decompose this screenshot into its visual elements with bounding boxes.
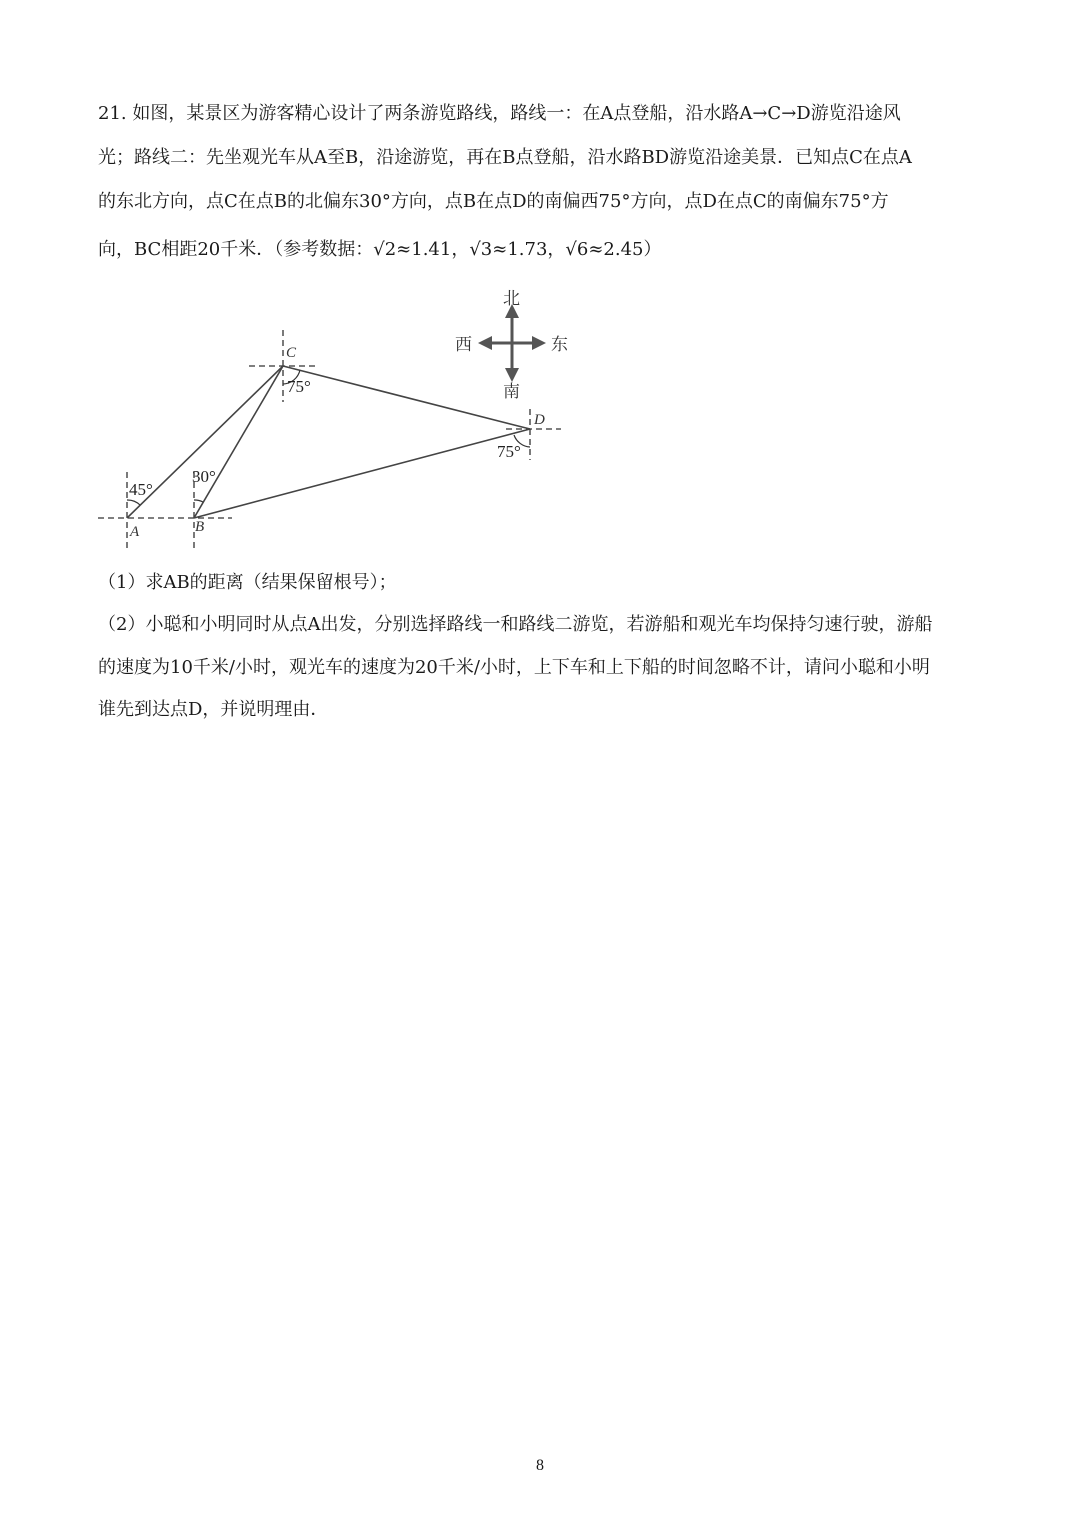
question-2-line-1: （2）小聪和小明同时从点A出发，分别选择路线一和路线二游览，若游船和观光车均保持匀速行驶，游船	[98, 614, 933, 635]
problem-line-1: 21. 如图，某景区为游客精心设计了两条游览路线，路线一：在A点登船，沿水路A→C→D游览沿途风	[98, 103, 901, 124]
compass-east-label: 东	[551, 335, 568, 354]
angle-label-D: 75°	[497, 442, 521, 461]
segment-BC	[194, 366, 283, 518]
question-1: （1）求AB的距离（结果保留根号）；	[98, 572, 397, 593]
point-label-D: D	[534, 412, 545, 428]
angle-arcs	[127, 370, 530, 505]
compass-west-label: 西	[455, 335, 472, 354]
problem-line-2: 光；路线二：先坐观光车从A至B，沿途游览，再在B点登船，沿水路BD游览沿途美景．已知点C在点A	[98, 147, 912, 168]
question-2-line-2: 的速度为10千米/小时，观光车的速度为20千米/小时，上下车和上下船的时间忽略不计，请问小聪和小明	[98, 657, 930, 678]
compass-rose	[455, 289, 568, 401]
compass-north-label: 北	[503, 289, 520, 308]
east-arrow-icon	[532, 336, 546, 350]
question-2-line-3: 谁先到达点D，并说明理由．	[98, 699, 329, 720]
angle-label-A: 45°	[129, 480, 153, 499]
point-label-C: C	[286, 345, 297, 361]
segment-CD	[283, 366, 530, 429]
page-number: 8	[536, 1457, 544, 1474]
south-arrow-icon	[505, 368, 519, 382]
compass-south-label: 南	[503, 382, 520, 401]
west-arrow-icon	[478, 336, 492, 350]
segment-BD	[194, 429, 530, 518]
angle-label-B: 30°	[192, 467, 216, 486]
angle-label-C: 75°	[287, 377, 311, 396]
route-lines	[127, 366, 530, 518]
geometry-figure	[94, 284, 568, 554]
point-label-B: B	[195, 519, 205, 535]
point-label-A: A	[130, 524, 140, 540]
problem-line-3: 的东北方向，点C在点B的北偏东30°方向，点B在点D的南偏西75°方向，点D在点C的南偏东75°方	[98, 191, 889, 212]
problem-line-4: 向，BC相距20千米．（参考数据：√2≈1.41，√3≈1.73，√6≈2.45）	[98, 239, 662, 260]
